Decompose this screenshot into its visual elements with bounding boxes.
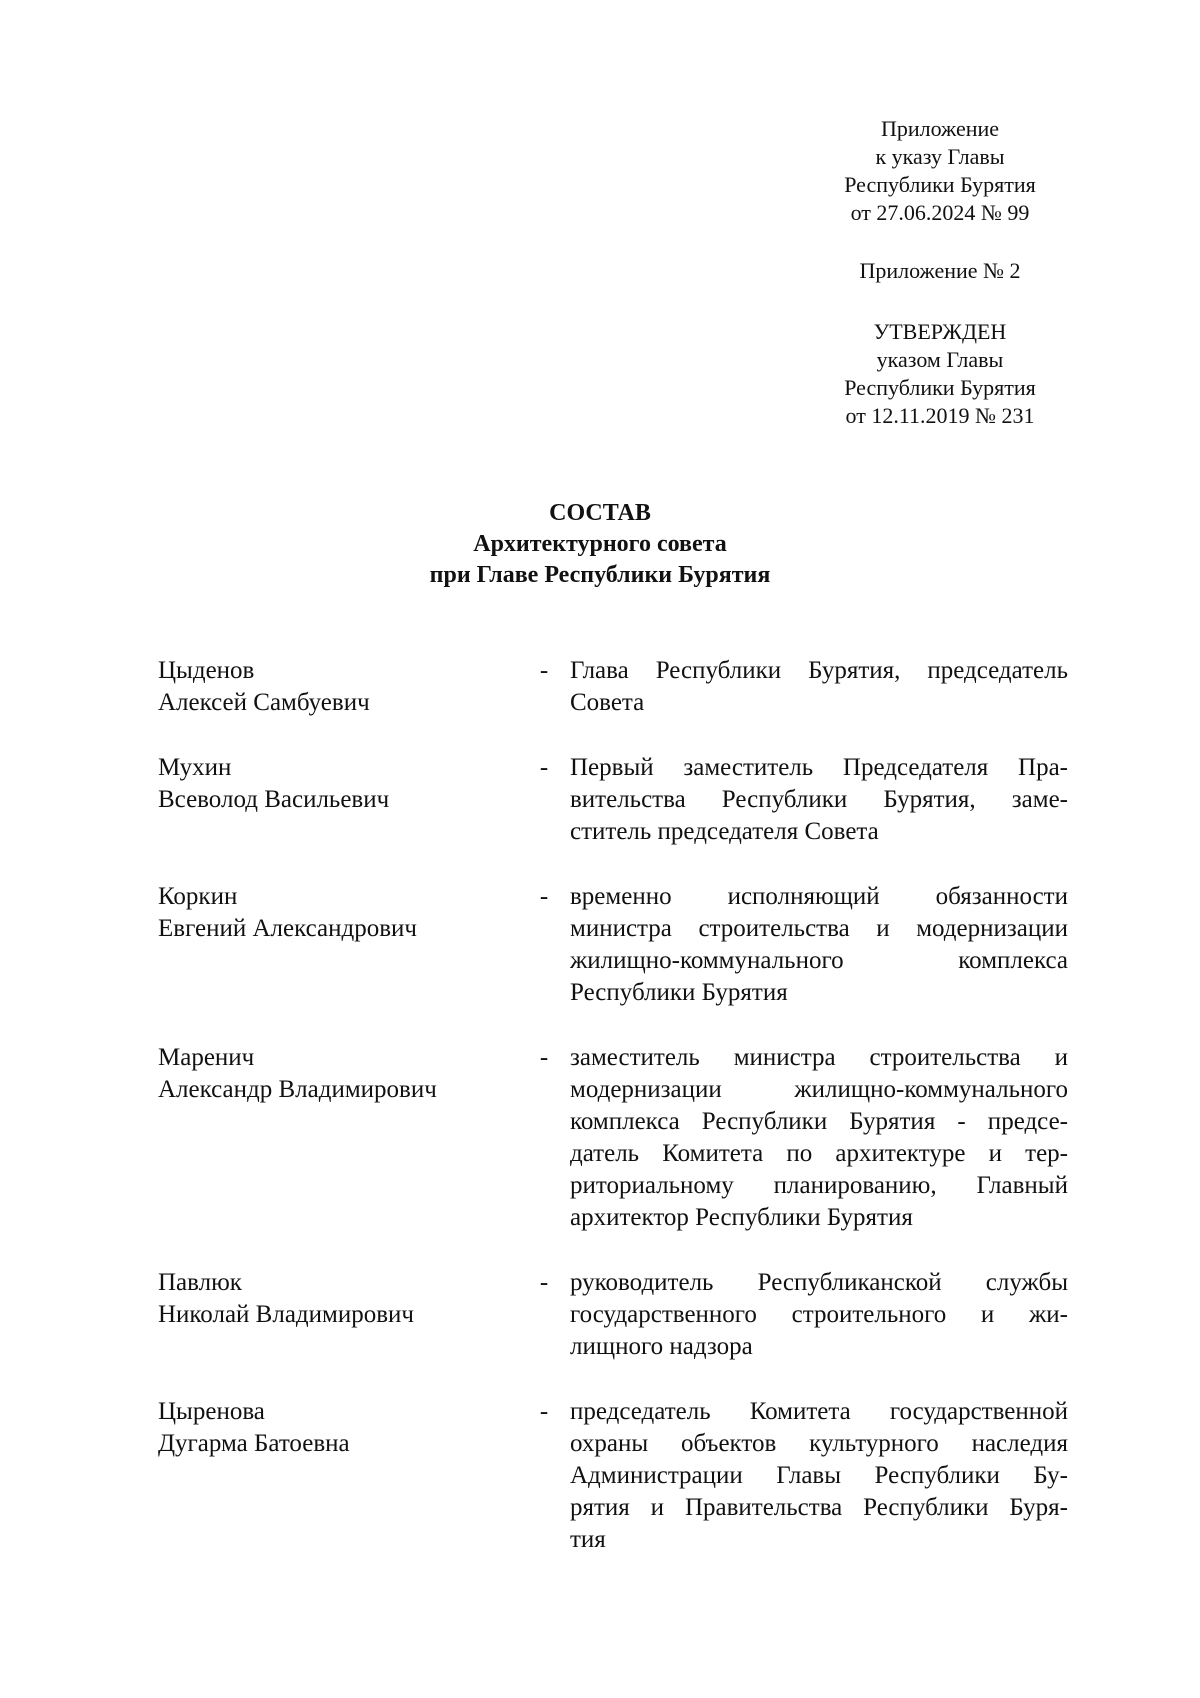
member-row — [158, 655, 1068, 719]
member-given-name: Евгений Александрович — [158, 915, 417, 942]
approved-line: УТВЕРЖДЕН — [873, 319, 1007, 344]
member-surname: Павлюк — [158, 1269, 242, 1296]
member-dash: - — [539, 1044, 549, 1071]
appendix-header — [790, 115, 1090, 227]
role-line: руководитель Республиканской службы — [570, 1269, 1068, 1296]
role-line: Республики Бурятия — [570, 979, 788, 1006]
member-row — [158, 881, 1068, 1009]
document-title — [0, 498, 1200, 591]
approved-line: указом Главы — [876, 347, 1004, 372]
approved-header — [790, 318, 1090, 430]
appendix-number-label: Приложение № 2 — [859, 258, 1021, 283]
member-dash: - — [539, 1398, 549, 1425]
member-given-name: Дугарма Батоевна — [158, 1430, 350, 1457]
title-line: Архитектурного совета — [473, 531, 727, 557]
member-role — [558, 1042, 1068, 1234]
appendix-line: Республики Бурятия — [844, 172, 1036, 197]
member-role — [558, 1267, 1068, 1363]
member-surname: Маренич — [158, 1044, 255, 1071]
member-role — [558, 881, 1068, 1009]
role-line: вительства Республики Бурятия, заме- — [570, 786, 1068, 813]
appendix-line: от 27.06.2024 № 99 — [850, 200, 1030, 225]
member-surname: Цыренова — [158, 1398, 265, 1425]
member-given-name: Всеволод Васильевич — [158, 786, 390, 813]
member-row — [158, 1396, 1068, 1556]
member-given-name: Николай Владимирович — [158, 1301, 414, 1328]
member-role — [558, 1396, 1068, 1556]
member-role — [558, 655, 1068, 719]
role-line: Первый заместитель Председателя Пра- — [570, 754, 1068, 781]
appendix-number — [790, 257, 1090, 285]
member-name — [158, 752, 518, 816]
member-name — [158, 1042, 518, 1106]
role-line: риториальному планированию, Главный — [570, 1172, 1068, 1199]
member-name — [158, 1267, 518, 1331]
title-line: СОСТАВ — [549, 500, 651, 526]
member-given-name: Алексей Самбуевич — [158, 689, 370, 716]
member-surname: Цыденов — [158, 657, 255, 684]
approved-line: от 12.11.2019 № 231 — [845, 403, 1035, 428]
member-name — [158, 655, 518, 719]
role-line: Совета — [570, 689, 645, 716]
member-dash: - — [539, 1269, 549, 1296]
role-line: охраны объектов культурного наследия — [570, 1430, 1068, 1457]
role-line: ститель председателя Совета — [570, 818, 879, 845]
member-role — [558, 752, 1068, 848]
role-line: датель Комитета по архитектуре и тер- — [570, 1140, 1068, 1167]
role-line: председатель Комитета государственной — [570, 1398, 1068, 1425]
role-line: тия — [570, 1526, 606, 1553]
role-line: жилищно-коммунального комплекса — [570, 947, 1068, 974]
role-line: архитектор Республики Бурятия — [570, 1204, 913, 1231]
appendix-line: Приложение — [880, 116, 1000, 141]
member-dash: - — [539, 657, 549, 684]
member-name — [158, 1396, 518, 1460]
role-line: комплекса Республики Бурятия - предсе- — [570, 1108, 1068, 1135]
appendix-line: к указу Главы — [875, 144, 1005, 169]
role-line: министра строительства и модернизации — [570, 915, 1068, 942]
member-dash: - — [539, 883, 549, 910]
member-row — [158, 752, 1068, 848]
member-given-name: Александр Владимирович — [158, 1076, 437, 1103]
member-name — [158, 881, 518, 945]
role-line: рятия и Правительства Республики Буря- — [570, 1494, 1068, 1521]
member-surname: Коркин — [158, 883, 238, 910]
members-list — [158, 655, 1068, 1589]
role-line: государственного строительного и жи- — [570, 1301, 1068, 1328]
role-line: Глава Республики Бурятия, председатель — [570, 657, 1068, 684]
approved-line: Республики Бурятия — [844, 375, 1036, 400]
member-row — [158, 1042, 1068, 1234]
role-line: заместитель министра строительства и — [570, 1044, 1068, 1071]
role-line: лищного надзора — [570, 1333, 753, 1360]
role-line: модернизации жилищно-коммунального — [570, 1076, 1068, 1103]
member-dash: - — [539, 754, 549, 781]
role-line: Администрации Главы Республики Бу- — [570, 1462, 1068, 1489]
member-row — [158, 1267, 1068, 1363]
role-line: временно исполняющий обязанности — [570, 883, 1068, 910]
title-line: при Главе Республики Бурятия — [429, 562, 771, 588]
member-surname: Мухин — [158, 754, 232, 781]
